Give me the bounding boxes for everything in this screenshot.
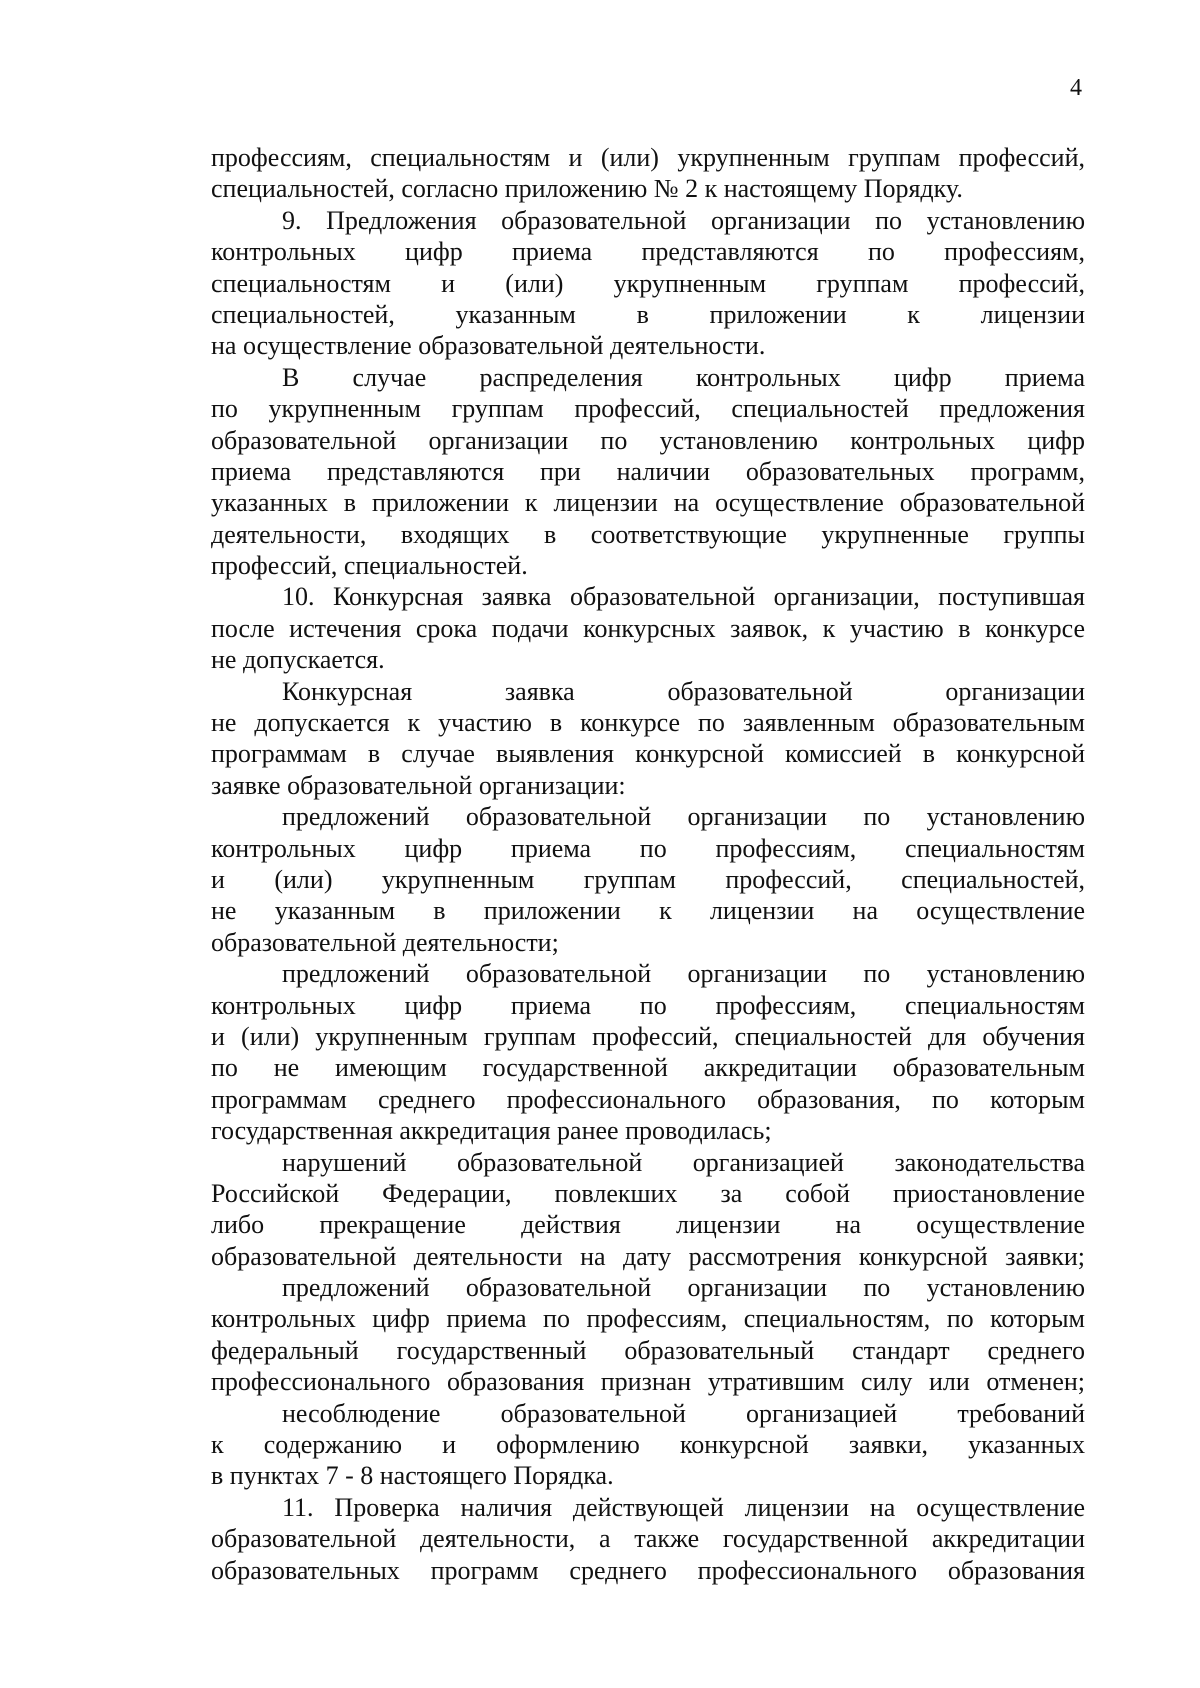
text-line: профессионального образования признан утратившим силу или отменен; [211,1367,1085,1397]
text-line: и (или) укрупненным группам профессий, специальностей, [211,864,1085,894]
text-line: по не имеющим государственной аккредитации образовательным [211,1053,1085,1083]
text-line: образовательной организации по установлению контрольных цифр [211,425,1085,455]
paragraph-first-line: В случае распределения контрольных цифр приема [282,362,1085,392]
paragraph-first-line: 11. Проверка наличия действующей лицензии на осуществление [282,1492,1085,1522]
text-line: специальностей, согласно приложению № 2 к настоящему Порядку. [211,174,963,204]
text-line: образовательных программ среднего профессионального образования [211,1555,1085,1585]
paragraph-first-line: предложений образовательной организации по установлению [282,959,1085,989]
text-line: контрольных цифр приема по профессиям, специальностям, по которым [211,1304,1085,1334]
text-line: не допускается к участию в конкурсе по заявленным образовательным [211,708,1085,738]
text-line: на осуществление образовательной деятельности. [211,331,766,361]
text-line: не указанным в приложении к лицензии на осуществление [211,896,1085,926]
text-line: контрольных цифр приема по профессиям, специальностям [211,990,1085,1020]
page-text [211,142,1085,1586]
text-line: государственная аккредитация ранее проводилась; [211,1116,772,1146]
text-line: профессиям, специальностям и (или) укрупненным группам профессий, [211,143,1085,172]
text-line: заявке образовательной организации: [211,770,626,800]
paragraph-first-line: 9. Предложения образовательной организации по установлению [282,205,1085,235]
text-line: программам в случае выявления конкурсной комиссией в конкурсной [211,739,1085,769]
text-line: после истечения срока подачи конкурсных заявок, к участию в конкурсе [211,613,1085,643]
text-line: и (или) укрупненным группам профессий, специальностей для обучения [211,1021,1085,1051]
paragraph-first-line: несоблюдение образовательной организацией требований [282,1398,1085,1428]
text-line: образовательной деятельности; [211,927,559,957]
text-line: профессий, специальностей. [211,551,528,581]
text-line: контрольных цифр приема представляются по профессиям, [211,237,1085,267]
text-line: по укрупненным группам профессий, специальностей предложения [211,394,1085,424]
paragraph-first-line: Конкурсная заявка образовательной организации [282,676,1085,706]
text-line: к содержанию и оформлению конкурсной заявки, указанных [211,1430,1085,1460]
text-line: специальностям и (или) укрупненным группам профессий, [211,268,1085,298]
text-line: Российской Федерации, повлекших за собой приостановление [211,1178,1085,1208]
text-line: образовательной деятельности, а также государственной аккредитации [211,1524,1085,1554]
text-line: программам среднего профессионального образования, по которым [211,1084,1085,1114]
text-line: специальностей, указанным в приложении к лицензии [211,299,1085,329]
text-line: не допускается. [211,645,385,675]
text-line: контрольных цифр приема по профессиям, специальностям [211,833,1085,863]
text-line: приема представляются при наличии образовательных программ, [211,456,1085,486]
text-line: либо прекращение действия лицензии на осуществление [211,1210,1085,1240]
paragraph-first-line: предложений образовательной организации по установлению [282,802,1085,832]
page-number: 4 [1070,75,1082,101]
text-line: деятельности, входящих в соответствующие укрупненные группы [211,519,1085,549]
text-line: указанных в приложении к лицензии на осуществление образовательной [211,488,1085,518]
paragraph-first-line: нарушений образовательной организацией законодательства [282,1147,1085,1177]
paragraph-first-line: 10. Конкурсная заявка образовательной организации, поступившая [282,582,1085,612]
paragraph-first-line: предложений образовательной организации по установлению [282,1273,1085,1303]
text-line: в пунктах 7 - 8 настоящего Порядка. [211,1461,614,1491]
text-line: федеральный государственный образовательный стандарт среднего [211,1335,1085,1365]
text-line: образовательной деятельности на дату рассмотрения конкурсной заявки; [211,1241,1085,1271]
